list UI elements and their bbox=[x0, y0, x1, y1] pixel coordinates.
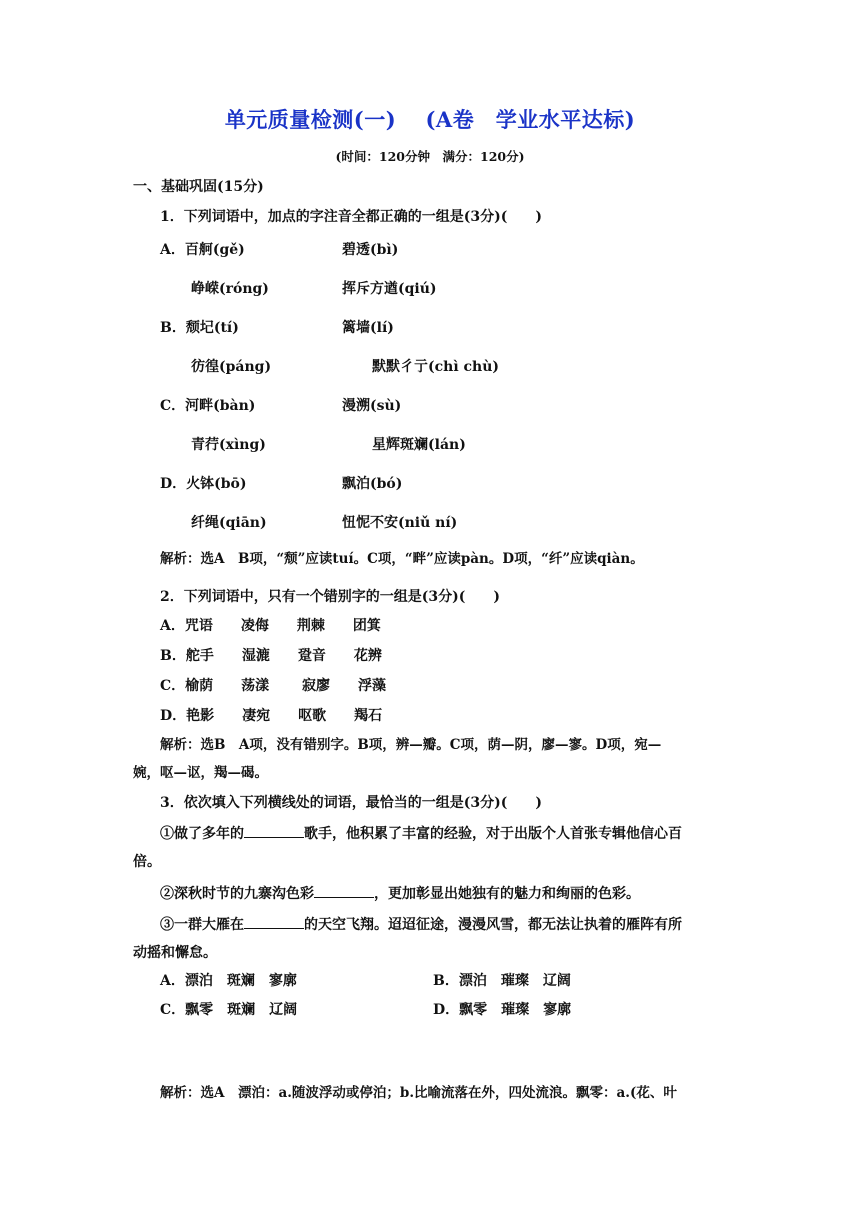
q1-option-d-1: D．火钵(bō) bbox=[160, 476, 247, 492]
q2-option-b: B．舵手 湿漉 跫音 花辨 bbox=[160, 648, 382, 664]
q3-s3-part2: 的天空飞翔。迢迢征途，漫漫风雪，都无法让执着的雁阵有所 bbox=[304, 917, 682, 933]
q1-option-b-3: 彷徨(páng) bbox=[191, 359, 272, 375]
page-title: 单元质量检测(一) (A卷 学业水平达标) bbox=[224, 107, 636, 132]
q1-option-a-1: A．百舸(gě) bbox=[160, 242, 245, 258]
answer-blank bbox=[244, 914, 304, 929]
question-3-stem: 3．依次填入下列横线处的词语，最恰当的一组是(3分)( ) bbox=[160, 795, 542, 811]
q3-sentence-3-cont: 动摇和懈怠。 bbox=[133, 945, 217, 961]
q3-sentence-1-cont: 倍。 bbox=[133, 854, 161, 870]
q1-option-b-2: 篱墙(lí) bbox=[342, 320, 394, 336]
q3-option-a: A．漂泊 斑斓 寥廓 bbox=[160, 973, 297, 989]
q1-option-c-2: 漫溯(sù) bbox=[342, 398, 402, 414]
q2-analysis: 解析：选B A项，没有错别字。B项，辨—瓣。C项，荫—阴，廖—寥。D项，宛— bbox=[160, 737, 662, 753]
q1-option-b-1: B．颓圮(tí) bbox=[160, 320, 239, 336]
q2-analysis-cont: 婉，呕—讴，羯—碣。 bbox=[133, 765, 268, 781]
q3-s1-part2: 歌手，他积累了丰富的经验，对于出版个人首张专辑他信心百 bbox=[304, 826, 682, 842]
q3-sentence-3 bbox=[160, 914, 682, 935]
q1-option-c-1: C．河畔(bàn) bbox=[160, 398, 256, 414]
q3-s1-part1: ①做了多年的 bbox=[160, 826, 244, 842]
q3-s2-part1: ②深秋时节的九寨沟色彩 bbox=[160, 886, 314, 902]
q2-option-d: D．艳影 凄宛 呕歌 羯石 bbox=[160, 708, 383, 724]
q1-option-a-2: 碧透(bì) bbox=[342, 242, 399, 258]
q1-option-d-4: 忸怩不安(niǔ ní) bbox=[342, 515, 458, 531]
q3-option-b: B．漂泊 璀璨 辽阔 bbox=[433, 973, 571, 989]
q3-sentence-2 bbox=[160, 883, 640, 904]
section-heading: 一、基础巩固(15分) bbox=[133, 179, 264, 195]
answer-blank bbox=[314, 883, 374, 898]
q1-option-b-4: 默默彳亍(chì chù) bbox=[372, 359, 500, 375]
q3-option-c: C．飘零 斑斓 辽阔 bbox=[160, 1002, 298, 1018]
q1-option-d-3: 纤绳(qiān) bbox=[191, 515, 267, 531]
question-2-stem: 2．下列词语中，只有一个错别字的一组是(3分)( ) bbox=[160, 589, 500, 605]
q3-s2-part2: ，更加彰显出她独有的魅力和绚丽的色彩。 bbox=[374, 886, 640, 902]
q1-analysis: 解析：选A B项，“颓”应读tuí。C项，“畔”应读pàn。D项，“纤”应读qiàn。 bbox=[160, 551, 644, 567]
q3-analysis: 解析：选A 漂泊：a.随波浮动或停泊；b.比喻流落在外，四处流浪。飘零：a.(花、叶 bbox=[160, 1085, 677, 1101]
q3-sentence-1 bbox=[160, 823, 682, 844]
q2-option-a: A．咒语 凌侮 荆棘 团箕 bbox=[160, 618, 381, 634]
answer-blank bbox=[244, 823, 304, 838]
q1-option-c-4: 星辉斑斓(lán) bbox=[372, 437, 466, 453]
q3-s3-part1: ③一群大雁在 bbox=[160, 917, 244, 933]
q1-option-d-2: 飘泊(bó) bbox=[342, 476, 403, 492]
q1-option-a-4: 挥斥方遒(qiú) bbox=[342, 281, 437, 297]
q2-option-c: C．榆荫 荡漾 寂廖 浮藻 bbox=[160, 678, 387, 694]
exam-info: (时间：120分钟 满分：120分) bbox=[335, 149, 525, 164]
q1-option-c-3: 青荇(xìng) bbox=[191, 437, 266, 453]
q1-option-a-3: 峥嵘(róng) bbox=[191, 281, 269, 297]
question-1-stem: 1．下列词语中，加点的字注音全都正确的一组是(3分)( ) bbox=[160, 209, 542, 225]
q3-option-d: D．飘零 璀璨 寥廓 bbox=[433, 1002, 572, 1018]
